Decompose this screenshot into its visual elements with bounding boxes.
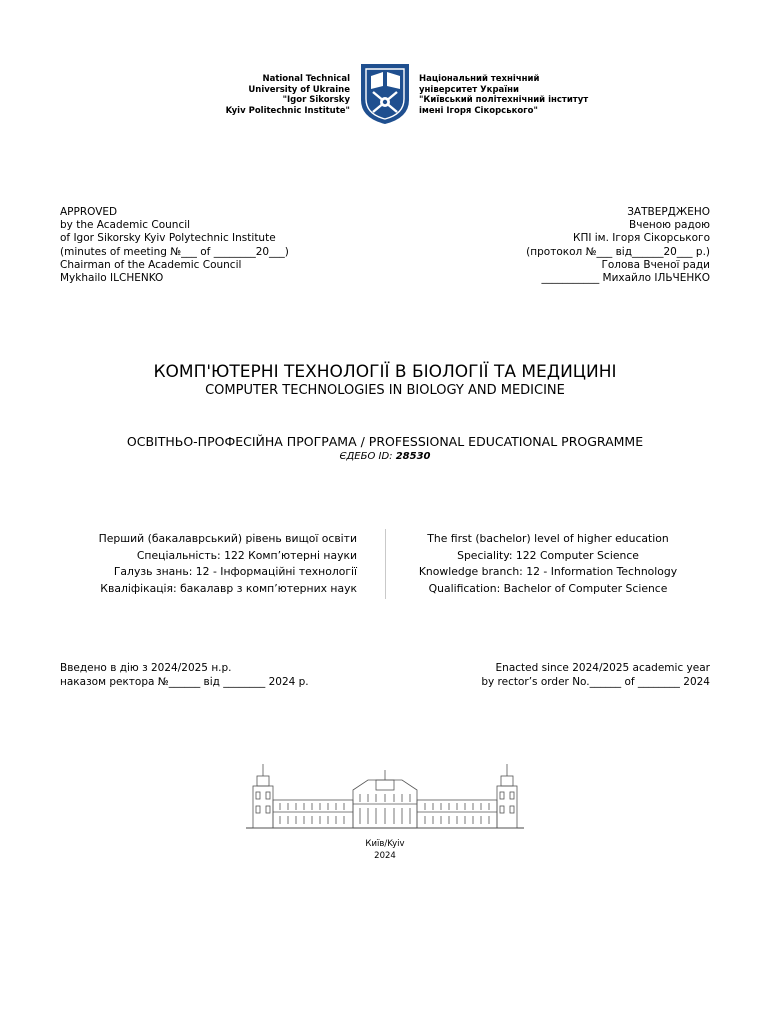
enactment-en-line: by rector’s order No.______ of ________ 2024 — [481, 675, 710, 688]
edebo-number: 28530 — [395, 451, 431, 462]
programme-title-english: COMPUTER TECHNOLOGIES IN BIOLOGY AND MEDICINE — [205, 383, 565, 398]
approval-block-english — [60, 206, 360, 285]
programme-type: ОСВІТНЬО-ПРОФЕСІЙНА ПРОГРАМА / PROFESSIONAL EDUCATIONAL PROGRAMME — [126, 434, 644, 449]
header-ua-line: "Київський політехнічний інститут — [419, 95, 589, 106]
header-en-line: National Technical — [262, 74, 350, 84]
edebo-label: ЄДЕБО ID: — [339, 451, 396, 462]
approval-ua-line: Вченою радою — [629, 219, 710, 232]
level-ua-line: Галузь знань: 12 - Інформаційні технології — [113, 565, 357, 579]
header-ua-line: Національний технічний — [419, 74, 540, 84]
approval-en-line: Chairman of the Academic Council — [60, 258, 242, 271]
education-level-ukrainian — [60, 531, 357, 597]
level-en-line: Qualification: Bachelor of Computer Science — [428, 581, 668, 595]
programme-title-ukrainian: КОМП'ЮТЕРНІ ТЕХНОЛОГІЇ В БІОЛОГІЇ ТА МЕДИЦИНІ — [153, 362, 617, 382]
enactment-english — [400, 662, 710, 690]
approval-ua-line: (протокол №___ від______20___ р.) — [526, 245, 710, 258]
level-en-line: The first (bachelor) level of higher education — [427, 532, 669, 545]
approval-block-ukrainian — [400, 206, 710, 285]
approval-ua-line: КПІ ім. Ігоря Сікорського — [572, 232, 710, 245]
level-en-line: Knowledge branch: 12 - Information Technology — [418, 565, 678, 579]
level-ua-line: Перший (бакалаврський) рівень вищої освіти — [98, 532, 357, 545]
level-ua-line: Кваліфікація: бакалавр з комп’ютерних наук — [100, 581, 357, 595]
enactment-ua-line: Введено в дію з 2024/2025 н.р. — [60, 662, 232, 674]
level-ua-line: Спеціальність: 122 Комп’ютерні науки — [136, 548, 357, 562]
header-ua-line: імені Ігоря Сікорського" — [419, 105, 538, 116]
city-label: Київ/Kyiv — [365, 839, 405, 849]
year-label: 2024 — [374, 851, 396, 861]
approval-en-line: APPROVED — [60, 206, 118, 218]
education-level-english — [400, 531, 696, 597]
approval-en-line: by the Academic Council — [60, 219, 191, 232]
header-en-line: "Igor Sikorsky — [282, 95, 350, 106]
approval-en-line: Mykhailo ILCHENKO — [60, 272, 164, 285]
place-and-year — [0, 838, 770, 862]
header-ukrainian-name — [419, 74, 659, 116]
university-crest-icon — [359, 62, 411, 126]
approval-en-line: (minutes of meeting №___ of ________20___) — [60, 245, 289, 258]
approval-en-line: of Igor Sikorsky Kyiv Polytechnic Institute — [60, 232, 276, 245]
approval-ua-line: Голова Вченої ради — [601, 258, 710, 271]
header-ua-line: університет України — [419, 84, 520, 95]
university-building-drawing — [244, 760, 526, 830]
enactment-ukrainian — [60, 662, 380, 690]
enactment-en-line: Enacted since 2024/2025 academic year — [495, 662, 710, 674]
approval-ua-line: ЗАТВЕРДЖЕНО — [627, 206, 710, 218]
header-en-line: University of Ukraine — [248, 84, 350, 95]
header-en-line: Kyiv Politechnic Institute" — [225, 105, 350, 116]
enactment-ua-line: наказом ректора №______ від ________ 2024 р. — [60, 675, 309, 688]
column-divider — [385, 529, 386, 599]
level-en-line: Speciality: 122 Computer Science — [457, 548, 639, 562]
header-english-name — [150, 74, 350, 116]
approval-ua-line: ___________ Михайло ІЛЬЧЕНКО — [541, 272, 710, 285]
edebo-id-line — [0, 450, 770, 463]
